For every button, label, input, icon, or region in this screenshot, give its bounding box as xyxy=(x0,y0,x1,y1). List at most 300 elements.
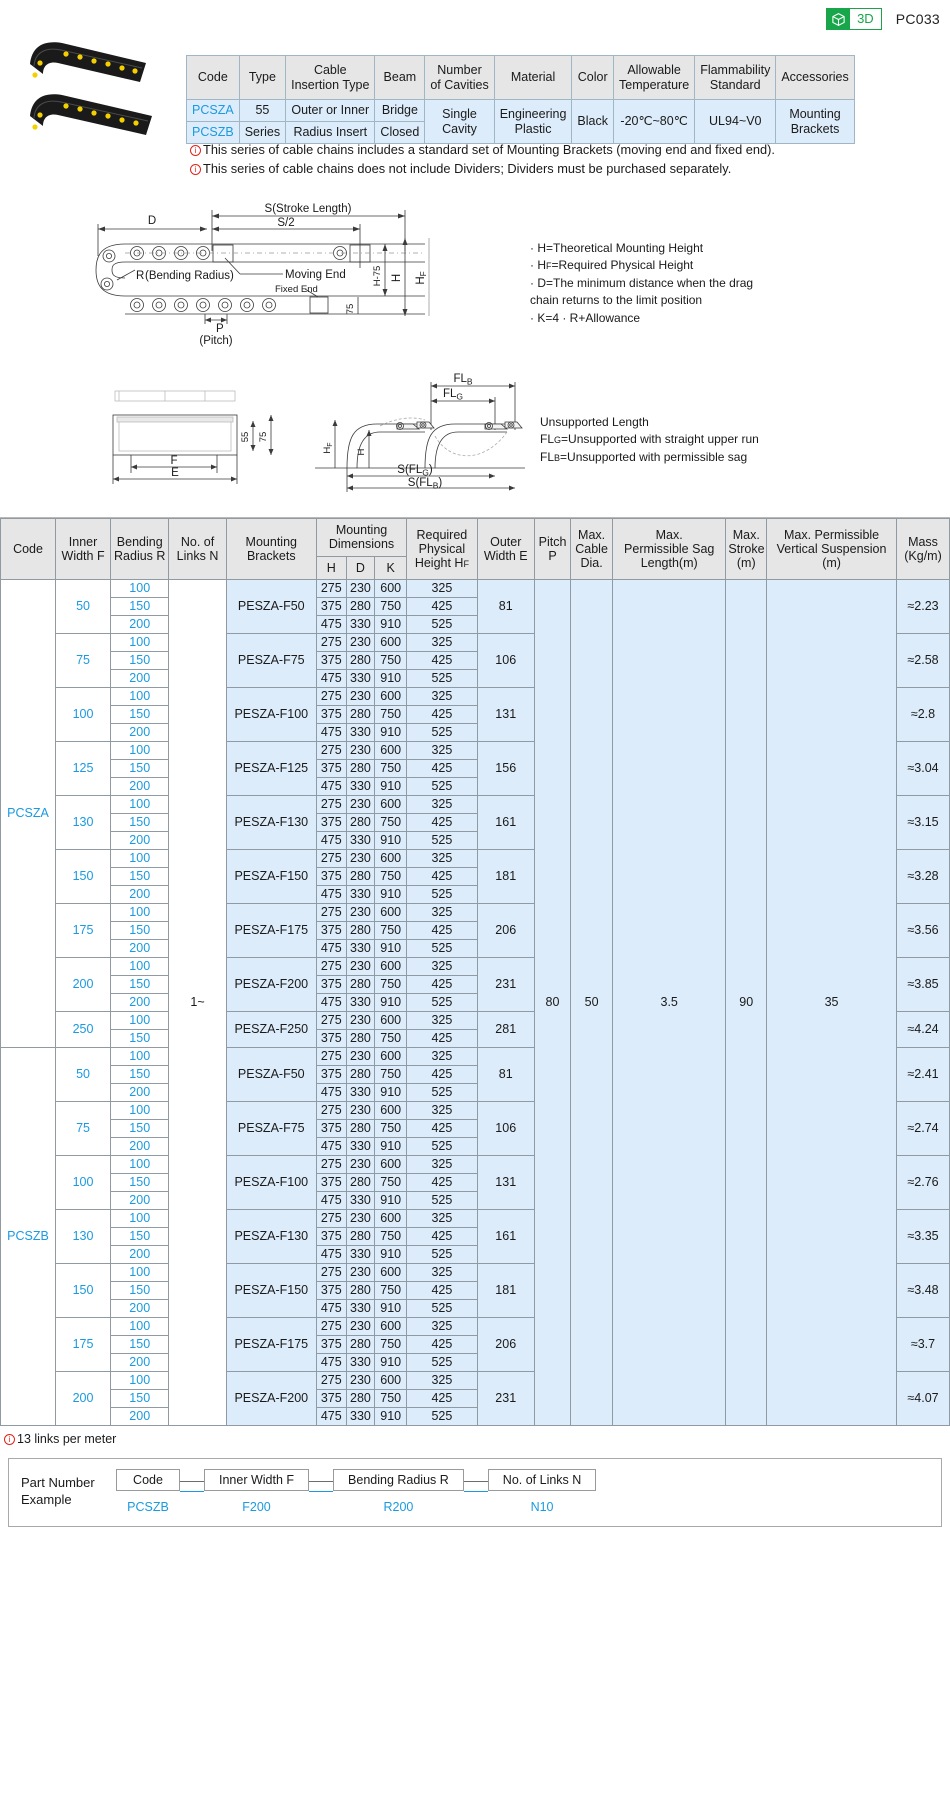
cell-mounting-dim-h: 275 xyxy=(316,958,346,976)
cell-mounting-bracket: PESZA-F50 xyxy=(226,580,316,634)
cell-required-height: 525 xyxy=(407,1354,477,1372)
part-number-connector xyxy=(180,1481,204,1482)
spec-color: Black xyxy=(572,100,614,144)
spec-type-l2: Series xyxy=(239,122,285,144)
cell-outer-width: 231 xyxy=(477,958,534,1012)
spec-header-code: Code xyxy=(187,56,240,100)
cell-mounting-dim-d: 330 xyxy=(346,940,375,958)
cell-mounting-dim-h: 475 xyxy=(316,886,346,904)
cell-mounting-dim-h: 475 xyxy=(316,724,346,742)
cell-bending-radius: 100 xyxy=(111,1372,169,1390)
cell-mounting-dim-d: 330 xyxy=(346,832,375,850)
dimension-table xyxy=(0,518,950,1426)
cell-mounting-dim-k: 910 xyxy=(375,778,407,796)
cell-required-height: 325 xyxy=(407,742,477,760)
cell-mounting-dim-d: 230 xyxy=(346,1210,375,1228)
cell-mounting-dim-k: 600 xyxy=(375,1012,407,1030)
part-number-segment xyxy=(488,1469,597,1514)
cell-mass: ≈3.35 xyxy=(897,1210,950,1264)
cell-mounting-dim-k: 750 xyxy=(375,1228,407,1246)
cell-mass: ≈3.85 xyxy=(897,958,950,1012)
cell-mass: ≈3.56 xyxy=(897,904,950,958)
cell-bending-radius: 200 xyxy=(111,886,169,904)
unsupported-flb-note: FLB=Unsupported with permissible sag xyxy=(540,449,748,464)
cell-mounting-dim-k: 750 xyxy=(375,1174,407,1192)
d-label: D xyxy=(147,215,157,227)
cell-outer-width: 231 xyxy=(477,1372,534,1426)
cell-mounting-dim-k: 600 xyxy=(375,634,407,652)
cell-mounting-dim-d: 230 xyxy=(346,688,375,706)
col-vertical-suspension: Max. Permissible Vertical Suspension (m) xyxy=(767,519,897,580)
cell-required-height: 425 xyxy=(407,922,477,940)
bending-radius-paren: (Bending Radius) xyxy=(145,270,234,282)
cell-mounting-bracket: PESZA-F150 xyxy=(226,1264,316,1318)
part-number-flow xyxy=(116,1469,596,1514)
cell-inner-width: 200 xyxy=(56,1372,111,1426)
cell-required-height: 425 xyxy=(407,598,477,616)
cell-outer-width: 106 xyxy=(477,634,534,688)
cell-required-height: 525 xyxy=(407,832,477,850)
info-icon: i xyxy=(190,164,201,175)
hf-label: $H_F$ xyxy=(322,442,334,454)
cell-required-height: 325 xyxy=(407,1264,477,1282)
top-panel xyxy=(0,0,950,518)
cell-required-height: 525 xyxy=(407,886,477,904)
spec-header-temperature: Allowable Temperature xyxy=(614,56,695,100)
cell-mounting-dim-k: 750 xyxy=(375,1282,407,1300)
cell-mounting-bracket: PESZA-F130 xyxy=(226,1210,316,1264)
cell-mounting-dim-k: 750 xyxy=(375,1120,407,1138)
cell-required-height: 425 xyxy=(407,1390,477,1408)
cell-inner-width: 100 xyxy=(56,1156,111,1210)
spec-row-a xyxy=(187,100,855,122)
col-required-height: Required Physical Height HF xyxy=(407,519,477,580)
cell-mounting-dim-k: 600 xyxy=(375,1264,407,1282)
fixed-end-label: Fixed End xyxy=(275,284,318,295)
cell-bending-radius: 200 xyxy=(111,616,169,634)
cell-outer-width: 106 xyxy=(477,1102,534,1156)
cell-bending-radius: 150 xyxy=(111,1066,169,1084)
cell-required-height: 525 xyxy=(407,1246,477,1264)
spec-header-type: Type xyxy=(239,56,285,100)
col-md-k: K xyxy=(375,556,407,579)
dim-55-label: 55 xyxy=(240,431,251,443)
cell-mounting-dim-d: 230 xyxy=(346,1048,375,1066)
cell-required-height: 325 xyxy=(407,634,477,652)
e-label: E xyxy=(171,467,179,479)
cell-bending-radius: 150 xyxy=(111,652,169,670)
half-stroke-label: S/2 xyxy=(277,217,295,229)
table-row xyxy=(1,580,950,598)
part-number-value: N10 xyxy=(530,1500,554,1515)
cell-mounting-dim-d: 230 xyxy=(346,634,375,652)
cell-mounting-dim-d: 230 xyxy=(346,1156,375,1174)
cell-mounting-dim-h: 375 xyxy=(316,1066,346,1084)
spec-cavities: Single Cavity xyxy=(425,100,494,144)
cell-mounting-dim-k: 910 xyxy=(375,1084,407,1102)
cell-bending-radius: 150 xyxy=(111,868,169,886)
cell-mounting-bracket: PESZA-F100 xyxy=(226,1156,316,1210)
cell-inner-width: 150 xyxy=(56,1264,111,1318)
cell-required-height: 425 xyxy=(407,1030,477,1048)
cell-mounting-dim-d: 280 xyxy=(346,1336,375,1354)
cell-required-height: 425 xyxy=(407,1282,477,1300)
definition-item: · K=4 · R+Allowance xyxy=(530,310,641,325)
cell-bending-radius: 150 xyxy=(111,1120,169,1138)
cell-required-height: 325 xyxy=(407,1012,477,1030)
cell-required-height: 425 xyxy=(407,1066,477,1084)
cell-mounting-dim-k: 750 xyxy=(375,706,407,724)
part-number-segment xyxy=(333,1469,464,1514)
cell-links: 1~ xyxy=(169,580,226,1426)
part-number-connector-value xyxy=(180,1491,204,1492)
cell-mounting-dim-h: 375 xyxy=(316,598,346,616)
cell-mounting-dim-h: 275 xyxy=(316,634,346,652)
cell-mounting-bracket: PESZA-F50 xyxy=(226,1048,316,1102)
spec-code-b: PCSZB xyxy=(187,122,240,144)
cell-outer-width: 206 xyxy=(477,1318,534,1372)
unsupported-title: Unsupported Length xyxy=(540,415,649,429)
col-inner-width: Inner Width F xyxy=(56,519,111,580)
cell-mounting-dim-d: 280 xyxy=(346,868,375,886)
cell-bending-radius: 150 xyxy=(111,976,169,994)
bending-radius-label: R xyxy=(136,270,145,282)
cell-mounting-dim-k: 750 xyxy=(375,1336,407,1354)
cell-bending-radius: 100 xyxy=(111,1102,169,1120)
cell-mounting-dim-h: 275 xyxy=(316,1318,346,1336)
cell-mounting-dim-d: 230 xyxy=(346,1318,375,1336)
cell-bending-radius: 100 xyxy=(111,742,169,760)
spec-beam-bridge: Bridge xyxy=(375,100,425,122)
spec-header-row xyxy=(187,56,855,100)
part-number-value: R200 xyxy=(383,1500,414,1515)
cell-mounting-dim-h: 275 xyxy=(316,1372,346,1390)
definitions-block xyxy=(530,240,753,327)
cell-required-height: 525 xyxy=(407,1192,477,1210)
part-number-key[interactable]: No. of Links N xyxy=(488,1469,597,1491)
cell-bending-radius: 150 xyxy=(111,1336,169,1354)
cell-mounting-dim-h: 375 xyxy=(316,868,346,886)
spec-header-material: Material xyxy=(494,56,572,100)
cell-mounting-dim-h: 375 xyxy=(316,1030,346,1048)
cell-required-height: 325 xyxy=(407,688,477,706)
cell-bending-radius: 100 xyxy=(111,904,169,922)
cell-bending-radius: 150 xyxy=(111,1390,169,1408)
stroke-length-label: S(Stroke Length) xyxy=(264,203,352,215)
cell-mounting-dim-k: 910 xyxy=(375,1354,407,1372)
part-number-key[interactable]: Inner Width F xyxy=(204,1469,309,1491)
flg-label: $FL_G$ xyxy=(442,388,464,402)
cell-mounting-dim-h: 375 xyxy=(316,976,346,994)
col-pitch: Pitch P xyxy=(534,519,570,580)
col-outer-width: Outer Width E xyxy=(477,519,534,580)
cell-bending-radius: 200 xyxy=(111,670,169,688)
cell-mounting-dim-h: 375 xyxy=(316,652,346,670)
cell-bending-radius: 100 xyxy=(111,850,169,868)
cell-required-height: 325 xyxy=(407,850,477,868)
cell-mounting-dim-d: 230 xyxy=(346,850,375,868)
header-badges xyxy=(826,8,940,30)
cell-mounting-dim-d: 330 xyxy=(346,1084,375,1102)
h-minus-75-label: H-75 xyxy=(372,265,383,287)
cell-mounting-bracket: PESZA-F175 xyxy=(226,1318,316,1372)
cell-outer-width: 81 xyxy=(477,580,534,634)
cell-required-height: 425 xyxy=(407,706,477,724)
cell-mounting-dim-k: 750 xyxy=(375,598,407,616)
cell-required-height: 525 xyxy=(407,778,477,796)
cell-mounting-dim-k: 910 xyxy=(375,1408,407,1426)
cell-bending-radius: 200 xyxy=(111,1354,169,1372)
3d-badge[interactable] xyxy=(826,8,882,30)
cell-bending-radius: 200 xyxy=(111,1300,169,1318)
cell-mounting-bracket: PESZA-F75 xyxy=(226,1102,316,1156)
spec-header-beam: Beam xyxy=(375,56,425,100)
cell-required-height: 325 xyxy=(407,580,477,598)
cell-bending-radius: 100 xyxy=(111,1048,169,1066)
cell-required-height: 325 xyxy=(407,1102,477,1120)
spec-header-flammability: Flammability Standard xyxy=(695,56,776,100)
cell-required-height: 325 xyxy=(407,1372,477,1390)
spec-header-color: Color xyxy=(572,56,614,100)
cell-mounting-bracket: PESZA-F75 xyxy=(226,634,316,688)
cell-mass: ≈3.15 xyxy=(897,796,950,850)
cell-mounting-dim-k: 750 xyxy=(375,652,407,670)
cell-required-height: 425 xyxy=(407,976,477,994)
cell-vertical-suspension: 35 xyxy=(767,580,897,1426)
cell-mounting-dim-k: 750 xyxy=(375,976,407,994)
cell-mounting-dim-d: 280 xyxy=(346,598,375,616)
cell-mounting-dim-d: 280 xyxy=(346,1174,375,1192)
spec-code-a: PCSZA xyxy=(187,100,240,122)
cell-pitch: 80 xyxy=(534,580,570,1426)
cell-mounting-dim-h: 375 xyxy=(316,922,346,940)
cell-mounting-dim-h: 375 xyxy=(316,1282,346,1300)
h-label: H xyxy=(356,448,367,456)
cell-mounting-dim-d: 330 xyxy=(346,886,375,904)
part-number-segment xyxy=(116,1469,180,1514)
cell-required-height: 325 xyxy=(407,1156,477,1174)
cell-mounting-dim-h: 475 xyxy=(316,994,346,1012)
stroke-diagram xyxy=(95,196,525,361)
dimension-table-header-row xyxy=(1,519,950,557)
definition-item: · D=The minimum distance when the drag xyxy=(530,275,754,290)
cell-mounting-dim-h: 275 xyxy=(316,1264,346,1282)
cell-mass: ≈2.76 xyxy=(897,1156,950,1210)
cell-mounting-dim-k: 600 xyxy=(375,796,407,814)
cell-mass: ≈4.07 xyxy=(897,1372,950,1426)
cell-mounting-dim-k: 910 xyxy=(375,724,407,742)
cell-mounting-dim-h: 275 xyxy=(316,904,346,922)
cell-mounting-dim-d: 330 xyxy=(346,1138,375,1156)
cell-mounting-bracket: PESZA-F130 xyxy=(226,796,316,850)
cell-required-height: 425 xyxy=(407,1120,477,1138)
cell-mass: ≈2.23 xyxy=(897,580,950,634)
spec-header-insertion: Cable Insertion Type xyxy=(286,56,375,100)
cell-outer-width: 281 xyxy=(477,1012,534,1048)
cell-mounting-dim-d: 280 xyxy=(346,652,375,670)
cell-mounting-dim-d: 230 xyxy=(346,580,375,598)
3d-badge-label: 3D xyxy=(857,11,874,26)
pitch-paren: (Pitch) xyxy=(199,335,233,347)
cell-inner-width: 75 xyxy=(56,634,111,688)
cell-mass: ≈2.8 xyxy=(897,688,950,742)
cell-bending-radius: 150 xyxy=(111,1030,169,1048)
cell-required-height: 325 xyxy=(407,904,477,922)
cell-required-height: 425 xyxy=(407,652,477,670)
hf-label: HF xyxy=(415,271,428,285)
spec-header-cavities: Number of Cavities xyxy=(425,56,494,100)
s-flb-label: $S(FL_B)$ xyxy=(407,477,443,491)
col-links: No. of Links N xyxy=(169,519,226,580)
cell-mounting-bracket: PESZA-F100 xyxy=(226,688,316,742)
cell-mounting-dim-h: 375 xyxy=(316,1390,346,1408)
cell-required-height: 525 xyxy=(407,1300,477,1318)
cell-mounting-dim-d: 280 xyxy=(346,706,375,724)
cell-mounting-dim-h: 375 xyxy=(316,814,346,832)
part-number-segment xyxy=(204,1469,309,1514)
col-md-d: D xyxy=(346,556,375,579)
cell-mounting-dim-k: 910 xyxy=(375,670,407,688)
cell-mass: ≈2.58 xyxy=(897,634,950,688)
cell-mounting-dim-h: 275 xyxy=(316,1048,346,1066)
cell-bending-radius: 100 xyxy=(111,1012,169,1030)
spec-insertion-l2: Radius Insert xyxy=(286,122,375,144)
cell-mounting-dim-d: 230 xyxy=(346,958,375,976)
cell-mounting-dim-k: 600 xyxy=(375,1372,407,1390)
cell-mounting-dim-h: 475 xyxy=(316,616,346,634)
col-cable-dia: Max. Cable Dia. xyxy=(571,519,613,580)
note-item: i This series of cable chains includes a standard set of Mounting Brackets (moving end and fixed end). xyxy=(190,140,775,159)
dim-75-label: 75 xyxy=(258,431,269,443)
cell-required-height: 525 xyxy=(407,994,477,1012)
cell-inner-width: 175 xyxy=(56,904,111,958)
product-image xyxy=(22,30,172,145)
cell-inner-width: 100 xyxy=(56,688,111,742)
cell-bending-radius: 150 xyxy=(111,760,169,778)
cell-mounting-dim-h: 275 xyxy=(316,850,346,868)
cell-bending-radius: 100 xyxy=(111,796,169,814)
cell-mounting-dim-d: 230 xyxy=(346,904,375,922)
note-item: i This series of cable chains does not include Dividers; Dividers must be purchased separately. xyxy=(190,159,775,178)
part-number-value: F200 xyxy=(242,1500,271,1515)
cell-bending-radius: 200 xyxy=(111,778,169,796)
cell-mounting-dim-d: 230 xyxy=(346,796,375,814)
cell-bending-radius: 200 xyxy=(111,940,169,958)
flb-label: $FL_B$ xyxy=(453,373,473,387)
cell-mounting-dim-d: 280 xyxy=(346,1120,375,1138)
spec-beam-closed: Closed xyxy=(375,122,425,144)
dimension-table-container xyxy=(0,518,950,1426)
cell-mounting-dim-h: 275 xyxy=(316,1012,346,1030)
cell-mass: ≈4.24 xyxy=(897,1012,950,1048)
cell-mounting-dim-k: 910 xyxy=(375,940,407,958)
cell-mounting-dim-k: 600 xyxy=(375,1156,407,1174)
cell-required-height: 525 xyxy=(407,1408,477,1426)
col-bending-radius: Bending Radius R xyxy=(111,519,169,580)
spec-accessories: Mounting Brackets xyxy=(776,100,854,144)
cell-bending-radius: 150 xyxy=(111,1174,169,1192)
cell-mounting-dim-k: 600 xyxy=(375,958,407,976)
cell-outer-width: 181 xyxy=(477,850,534,904)
cell-inner-width: 250 xyxy=(56,1012,111,1048)
cell-bending-radius: 200 xyxy=(111,724,169,742)
cell-mounting-dim-k: 910 xyxy=(375,1138,407,1156)
cell-bending-radius: 200 xyxy=(111,1408,169,1426)
cell-mounting-dim-h: 375 xyxy=(316,706,346,724)
cell-mounting-dim-h: 275 xyxy=(316,1210,346,1228)
h-label: H xyxy=(391,273,403,283)
col-brackets: Mounting Brackets xyxy=(226,519,316,580)
part-number-key[interactable]: Bending Radius R xyxy=(333,1469,464,1491)
cell-mounting-dim-k: 910 xyxy=(375,616,407,634)
cell-required-height: 425 xyxy=(407,1336,477,1354)
cell-required-height: 525 xyxy=(407,1138,477,1156)
cell-mounting-dim-d: 330 xyxy=(346,1408,375,1426)
cell-mounting-dim-k: 600 xyxy=(375,580,407,598)
cell-bending-radius: 200 xyxy=(111,1084,169,1102)
cell-mounting-dim-d: 280 xyxy=(346,1030,375,1048)
part-number-key[interactable]: Code xyxy=(116,1469,180,1491)
cell-inner-width: 200 xyxy=(56,958,111,1012)
cell-mass: ≈3.7 xyxy=(897,1318,950,1372)
cell-mounting-dim-h: 375 xyxy=(316,1336,346,1354)
cell-bending-radius: 100 xyxy=(111,1156,169,1174)
cell-mounting-dim-d: 280 xyxy=(346,1228,375,1246)
info-icon: i xyxy=(4,1434,15,1445)
cell-mounting-dim-k: 600 xyxy=(375,742,407,760)
cell-code: PCSZB xyxy=(1,1048,56,1426)
cell-mounting-dim-k: 600 xyxy=(375,1102,407,1120)
definition-item: · H=Theoretical Mounting Height xyxy=(530,241,704,255)
cell-mounting-dim-h: 275 xyxy=(316,1156,346,1174)
spec-type-l1: 55 xyxy=(239,100,285,122)
cell-mounting-dim-k: 910 xyxy=(375,886,407,904)
cell-mounting-bracket: PESZA-F200 xyxy=(226,1372,316,1426)
cell-required-height: 325 xyxy=(407,1318,477,1336)
cell-mounting-dim-k: 750 xyxy=(375,1030,407,1048)
definition-item: · HF=Required Physical Height xyxy=(530,258,694,273)
part-number-value: PCSZB xyxy=(127,1500,169,1515)
cell-inner-width: 175 xyxy=(56,1318,111,1372)
cell-mounting-dim-d: 230 xyxy=(346,1264,375,1282)
cell-mounting-dim-h: 275 xyxy=(316,1102,346,1120)
unsupported-length-diagram xyxy=(285,368,535,498)
cell-mounting-dim-h: 475 xyxy=(316,832,346,850)
part-number-connector-value xyxy=(464,1491,488,1492)
cell-mounting-dim-h: 375 xyxy=(316,760,346,778)
cell-mounting-dim-d: 330 xyxy=(346,1354,375,1372)
cell-bending-radius: 150 xyxy=(111,1282,169,1300)
cell-bending-radius: 150 xyxy=(111,706,169,724)
part-number-connector xyxy=(309,1481,333,1482)
pitch-label: P xyxy=(216,323,224,335)
cell-mounting-dim-d: 280 xyxy=(346,1066,375,1084)
cell-mounting-dim-k: 750 xyxy=(375,922,407,940)
cell-mounting-dim-h: 475 xyxy=(316,670,346,688)
cell-mounting-dim-k: 600 xyxy=(375,1210,407,1228)
cell-cable-dia: 50 xyxy=(571,580,613,1426)
cell-mass: ≈3.28 xyxy=(897,850,950,904)
cell-mounting-dim-h: 275 xyxy=(316,688,346,706)
cell-mass: ≈3.04 xyxy=(897,742,950,796)
cell-mounting-dim-d: 280 xyxy=(346,1390,375,1408)
cell-bending-radius: 200 xyxy=(111,1246,169,1264)
f-label: F xyxy=(170,455,178,467)
cell-bending-radius: 100 xyxy=(111,1210,169,1228)
cell-mounting-dim-d: 280 xyxy=(346,922,375,940)
cell-mounting-dim-h: 275 xyxy=(316,580,346,598)
cell-outer-width: 161 xyxy=(477,796,534,850)
